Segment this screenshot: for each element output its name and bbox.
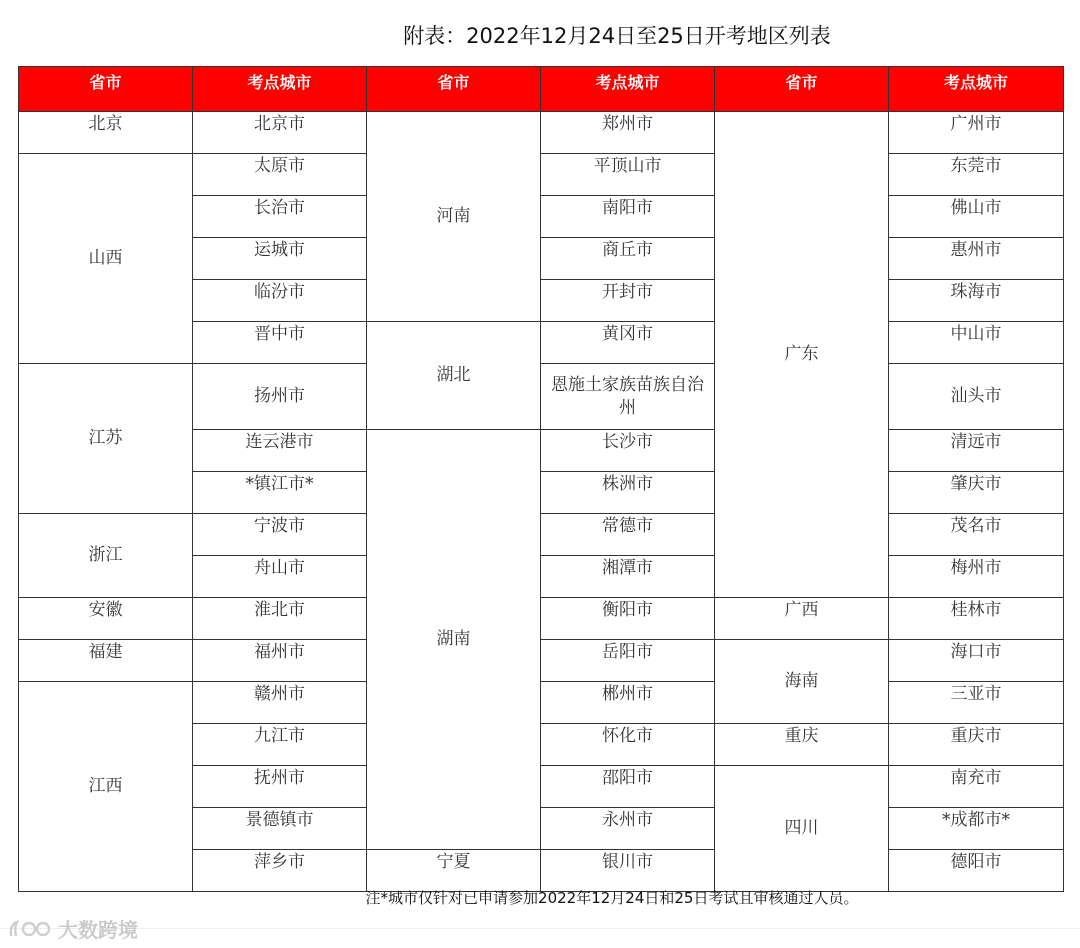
province-cell: 湖南 (367, 430, 541, 850)
city-cell: 中山市 (889, 322, 1064, 364)
header-province-1: 省市 (19, 67, 193, 112)
city-cell: 舟山市 (193, 556, 367, 598)
province-cell: 北京 (19, 112, 193, 154)
province-cell: 河南 (367, 112, 541, 322)
table-row (19, 598, 1064, 640)
city-cell: 广州市 (889, 112, 1064, 154)
city-cell: 运城市 (193, 238, 367, 280)
city-cell: 连云港市 (193, 430, 367, 472)
table-row (19, 640, 1064, 682)
city-cell: 福州市 (193, 640, 367, 682)
city-cell: 东莞市 (889, 154, 1064, 196)
city-cell: 南阳市 (541, 196, 715, 238)
watermark (8, 914, 138, 943)
city-cell: 萍乡市 (193, 850, 367, 892)
city-cell: 平顶山市 (541, 154, 715, 196)
city-cell: 宁波市 (193, 514, 367, 556)
province-cell: 山西 (19, 154, 193, 364)
city-cell: 怀化市 (541, 724, 715, 766)
city-cell: 佛山市 (889, 196, 1064, 238)
city-cell: 清远市 (889, 430, 1064, 472)
city-cell: 永州市 (541, 808, 715, 850)
watermark-text: 大数跨境 (58, 918, 138, 942)
table-row (19, 514, 1064, 556)
city-cell: *成都市* (889, 808, 1064, 850)
city-cell: 商丘市 (541, 238, 715, 280)
brand-logo-icon (8, 918, 54, 940)
city-cell: 黄冈市 (541, 322, 715, 364)
city-cell: 三亚市 (889, 682, 1064, 724)
city-cell: 珠海市 (889, 280, 1064, 322)
city-cell: 晋中市 (193, 322, 367, 364)
city-cell: 重庆市 (889, 724, 1064, 766)
city-cell: 茂名市 (889, 514, 1064, 556)
city-cell: *镇江市* (193, 472, 367, 514)
exam-region-table (18, 66, 1064, 892)
city-cell: 惠州市 (889, 238, 1064, 280)
city-cell: 开封市 (541, 280, 715, 322)
province-cell: 广东 (715, 112, 889, 598)
province-cell: 四川 (715, 766, 889, 892)
province-cell: 海南 (715, 640, 889, 724)
city-cell: 肇庆市 (889, 472, 1064, 514)
city-cell: 德阳市 (889, 850, 1064, 892)
city-cell: 梅州市 (889, 556, 1064, 598)
city-cell: 景德镇市 (193, 808, 367, 850)
province-cell: 江苏 (19, 364, 193, 514)
city-cell: 淮北市 (193, 598, 367, 640)
city-cell: 岳阳市 (541, 640, 715, 682)
province-cell: 安徽 (19, 598, 193, 640)
table-row (19, 154, 1064, 196)
city-cell: 赣州市 (193, 682, 367, 724)
header-province-3: 省市 (715, 67, 889, 112)
city-cell: 临汾市 (193, 280, 367, 322)
table-header-row (19, 67, 1064, 112)
divider (0, 928, 1080, 929)
table-row (19, 112, 1064, 154)
city-cell: 汕头市 (889, 364, 1064, 430)
city-cell: 邵阳市 (541, 766, 715, 808)
province-cell: 湖北 (367, 322, 541, 430)
city-cell: 太原市 (193, 154, 367, 196)
city-cell: 郑州市 (541, 112, 715, 154)
header-city-3: 考点城市 (889, 67, 1064, 112)
city-cell: 常德市 (541, 514, 715, 556)
city-cell: 海口市 (889, 640, 1064, 682)
city-cell: 北京市 (193, 112, 367, 154)
province-cell: 福建 (19, 640, 193, 682)
footnote: 注*城市仅针对已申请参加2022年12月24日和25日考试且审核通过人员。 (365, 889, 859, 907)
city-cell: 湘潭市 (541, 556, 715, 598)
province-cell: 浙江 (19, 514, 193, 598)
city-cell: 九江市 (193, 724, 367, 766)
city-cell: 衡阳市 (541, 598, 715, 640)
city-cell: 长治市 (193, 196, 367, 238)
header-city-1: 考点城市 (193, 67, 367, 112)
city-cell: 长沙市 (541, 430, 715, 472)
city-cell: 扬州市 (193, 364, 367, 430)
city-cell: 南充市 (889, 766, 1064, 808)
city-cell: 郴州市 (541, 682, 715, 724)
city-cell: 桂林市 (889, 598, 1064, 640)
header-province-2: 省市 (367, 67, 541, 112)
province-cell: 江西 (19, 682, 193, 892)
city-cell: 株洲市 (541, 472, 715, 514)
city-cell: 抚州市 (193, 766, 367, 808)
table-row (19, 682, 1064, 724)
province-cell: 重庆 (715, 724, 889, 766)
province-cell: 广西 (715, 598, 889, 640)
page-title: 附表：2022年12月24日至25日开考地区列表 (403, 24, 831, 48)
city-cell: 银川市 (541, 850, 715, 892)
province-cell: 宁夏 (367, 850, 541, 892)
header-city-2: 考点城市 (541, 67, 715, 112)
city-cell: 恩施土家族苗族自治州 (541, 364, 715, 430)
table-row (19, 364, 1064, 430)
